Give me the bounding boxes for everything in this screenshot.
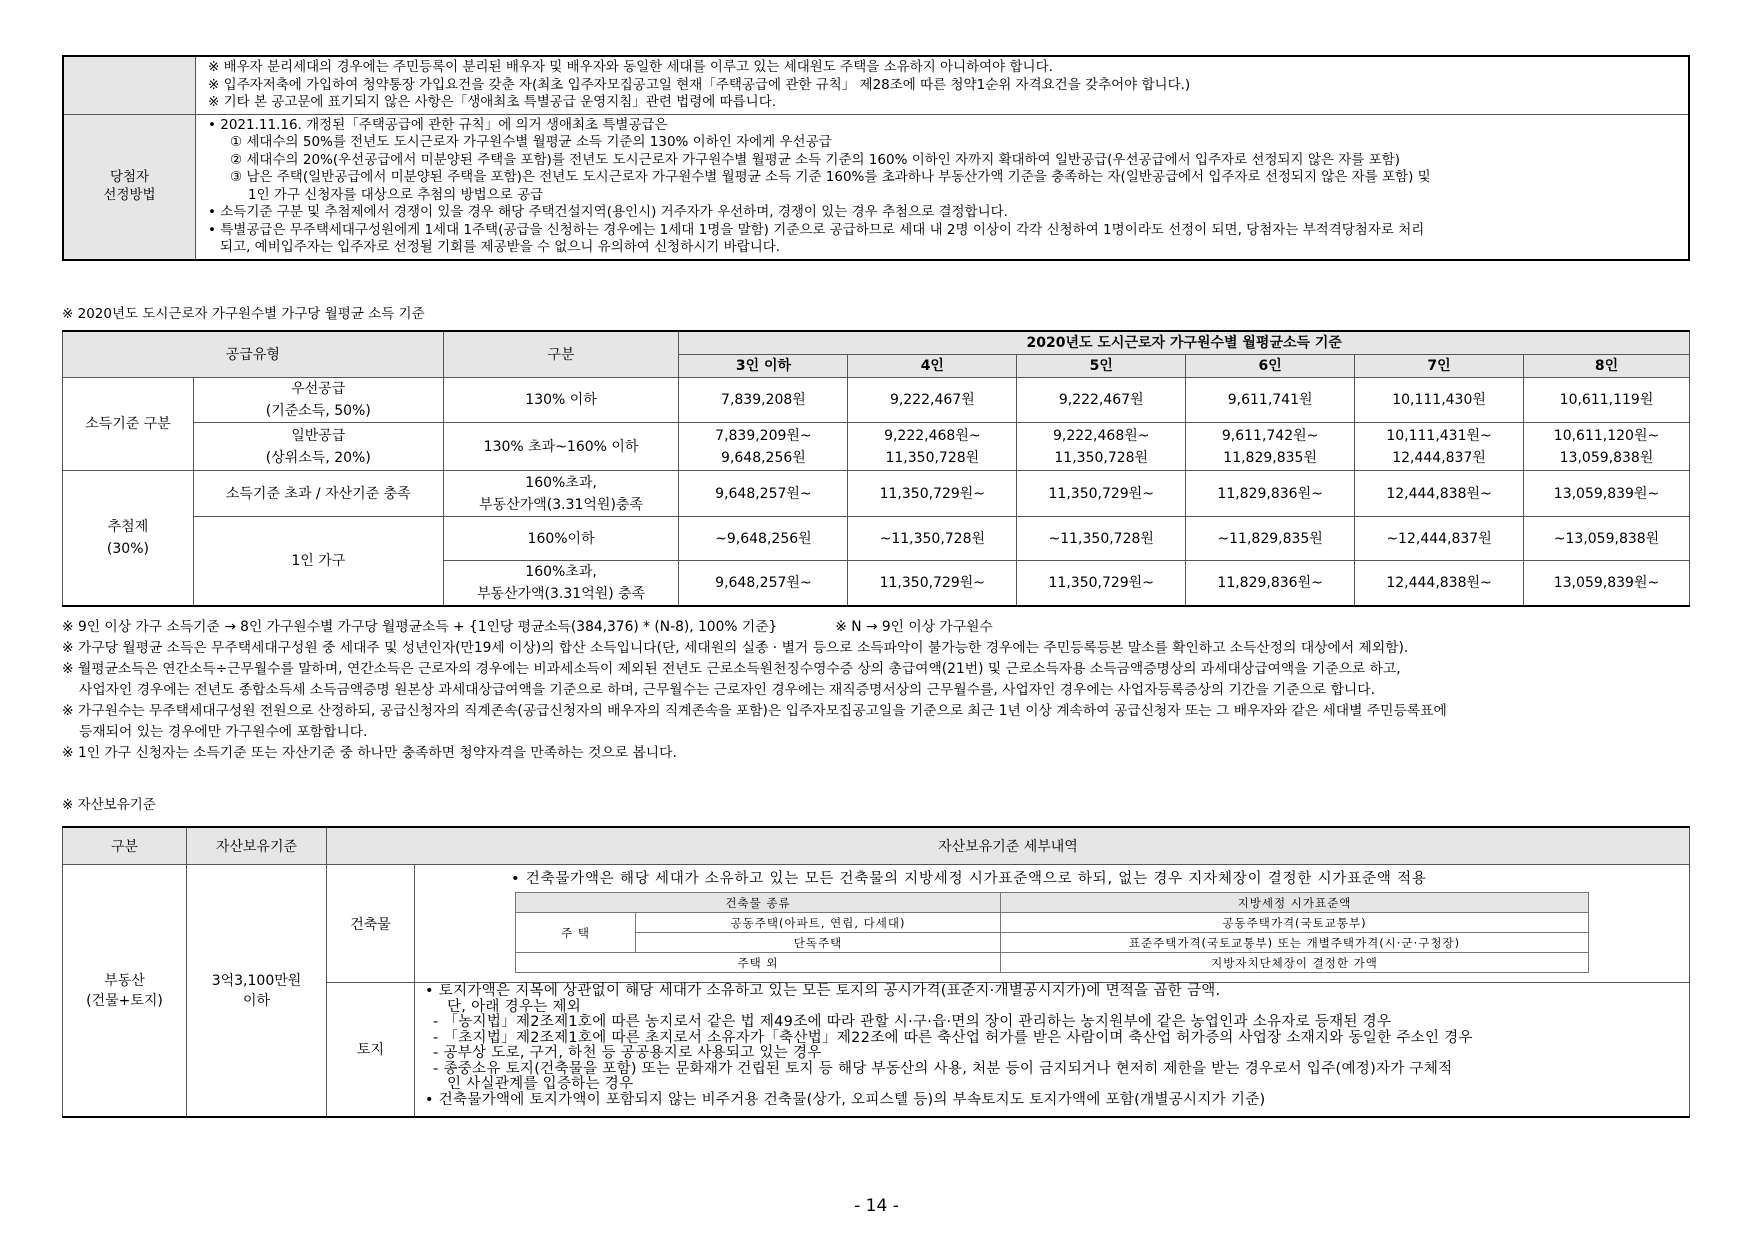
group-lottery: 추첨제 (30%) (63, 471, 194, 607)
header-col: 3인 이하 (679, 355, 848, 378)
income-section-title: ※ 2020년도 도시근로자 가구원수별 가구당 월평균 소득 기준 (62, 306, 425, 322)
page-number: - 14 - (854, 1196, 899, 1216)
note-line: ※ 월평균소득은 연간소득÷근무월수를 말하며, 연간소득은 근로자의 경우에는 비과세소득이 제외된 전년도 근로소득원천징수영수증 상의 총급여액(21번) 및 근로소득자용 소득금액증명상의 과세대상급여액을 기준으로 하고, (62, 661, 1401, 677)
table-cell: ~11,350,728원 (848, 517, 1017, 561)
header-col: 8인 (1524, 355, 1690, 378)
table-cell: 7,839,208원 (679, 378, 848, 423)
table-cell: 10,611,120원~ 13,059,838원 (1524, 423, 1690, 471)
table-cell: ~11,350,728원 (1017, 517, 1186, 561)
table-cell: 지방자치단체장이 결정한 가액 (1001, 953, 1589, 973)
table-cell: 12,444,838원~ (1355, 471, 1524, 517)
bullet-line: ③ 남은 주택(일반공급에서 미분양된 주택을 포함)은 전년도 도시근로자 가구원수별 월평균 소득 기준 160%를 초과하나 부동산가액 기준을 충족하는 자(일반공급에서 입주자로 선정되지 않은 자를 포함) 및 (230, 169, 1431, 185)
eligibility-notes (196, 56, 1690, 114)
note-line: 등재되어 있는 경우에만 가구원수에 포함합니다. (79, 724, 368, 740)
note-line: ※ 기타 본 공고문에 표기되지 않은 사항은「생애최초 특별공급 운영지침」관련 법령에 따릅니다. (208, 94, 777, 110)
header-division: 구분 (443, 331, 679, 378)
table-cell: 9,648,257원~ (679, 471, 848, 517)
asset-section-title: ※ 자산보유기준 (62, 797, 156, 813)
bullet-line: • 소득기준 구분 및 추첨제에서 경쟁이 있을 경우 해당 주택건설지역(용인시) 거주자가 우선하며, 경쟁이 있는 경우 추첨으로 결정합니다. (208, 204, 1008, 220)
land-line: - 「농지법」제2조제1호에 따른 농지로서 같은 법 제49조에 따라 관할 시·구·읍·면의 장이 관리하는 농지원부에 같은 농업인과 소유자로 등재된 경우 (433, 1014, 1392, 1030)
row-label: 소득기준 초과 / 자산기준 충족 (193, 471, 443, 517)
bullet-line: ② 세대수의 20%(우선공급에서 미분양된 주택을 포함)를 전년도 도시근로자 가구원수별 월평균 소득 기준의 160% 이하인 자까지 확대하여 일반공급(우선공급에서 입주자로 선정되지 않은 자를 포함) (230, 151, 1400, 168)
note-line: ※ 가구당 월평균 소득은 무주택세대구성원 중 세대주 및 성년인자(만19세 이상)의 합산 소득입니다(단, 세대원의 실종 · 별거 등으로 소득파악이 불가능한 경우에는 주민등록등본 말소를 확인하고 소득산정의 대상에서 제외함). (62, 640, 1409, 656)
note-line: ※ 배우자 분리세대의 경우에는 주민등록이 분리된 배우자 및 배우자와 동일한 세대를 이루고 있는 세대원도 주택을 소유하지 아니하여야 합니다. (208, 59, 1053, 75)
row-division: 130% 초과~160% 이하 (443, 423, 679, 471)
note-line: ※ 1인 가구 신청자는 소득기준 또는 자산기준 중 하나만 충족하면 청약자격을 만족하는 것으로 봅니다. (62, 745, 677, 761)
table-cell: 9,611,742원~ 11,829,835원 (1186, 423, 1355, 471)
land-detail (415, 983, 1690, 1117)
group-income-division: 소득기준 구분 (63, 378, 194, 471)
table-cell: 11,350,729원~ (848, 561, 1017, 607)
row-division: 160%초과, 부동산가액(3.31억원) 충족 (443, 561, 679, 607)
table-cell: 11,829,836원~ (1186, 561, 1355, 607)
income-notes (62, 617, 1702, 764)
row-division: 130% 이하 (443, 378, 679, 423)
row-label: 일반공급 (상위소득, 20%) (193, 423, 443, 471)
table-cell: 단독주택 (636, 933, 1001, 953)
table-cell: 공동주택가격(국토교통부) (1001, 913, 1589, 933)
table-cell: 표준주택가격(국토교통부) 또는 개별주택가격(시·군·구청장) (1001, 933, 1589, 953)
header-supply-type: 공급유형 (63, 331, 444, 378)
table-cell: 7,839,209원~ 9,648,256원 (679, 423, 848, 471)
row-division: 160%이하 (443, 517, 679, 561)
table-cell: 11,350,729원~ (1017, 471, 1186, 517)
building-type-table (515, 892, 1589, 973)
income-standard-table (62, 330, 1690, 607)
table-cell: 11,829,836원~ (1186, 471, 1355, 517)
bullet-line: 1인 가구 신청자를 대상으로 추첨의 방법으로 공급 (248, 186, 544, 203)
land-line: - 「초지법」제2조제1호에 따른 초지로서 소유자가「축산법」제22조에 따른 축산업 허가를 받은 사람이며 축산업 허가증의 사업장 소재지와 동일한 주소인 경우 (433, 1029, 1473, 1046)
land-line: - 공부상 도로, 구거, 하천 등 공공용지로 사용되고 있는 경우 (433, 1045, 822, 1061)
header-col: 5인 (1017, 355, 1186, 378)
house-label: 주 택 (516, 913, 636, 953)
header-col: 7인 (1355, 355, 1524, 378)
land-line: 인 사실관계를 입증하는 경우 (447, 1076, 634, 1092)
table-cell: ~9,648,256원 (679, 517, 848, 561)
header-building-type: 건축물 종류 (516, 893, 1001, 913)
table-cell: 9,222,468원~ 11,350,728원 (848, 423, 1017, 471)
table-cell: 12,444,838원~ (1355, 561, 1524, 607)
header-col: 6인 (1186, 355, 1355, 378)
header-asset-standard: 자산보유기준 (187, 827, 327, 865)
row-label: 우선공급 (기준소득, 50%) (193, 378, 443, 423)
table-cell: 11,350,729원~ (1017, 561, 1186, 607)
building-rule: • 건축물가액은 해당 세대가 소유하고 있는 모든 건축물의 지방세정 시가표준액으로 하되, 없는 경우 지자체장이 결정한 시가표준액 적용 (511, 871, 1427, 887)
header-income-group: 2020년도 도시근로자 가구원수별 월평균소득 기준 (679, 331, 1690, 355)
bullet-line: • 2021.11.16. 개정된「주택공급에 관한 규칙」에 의거 생애최초 특별공급은 (208, 116, 668, 133)
winner-selection-text (196, 114, 1690, 260)
group-real-estate: 부동산 (건물+토지) (63, 865, 187, 1117)
table-cell: 9,611,741원 (1186, 378, 1355, 423)
table-row (63, 378, 1690, 423)
winner-selection-label: 당첨자 선정방법 (63, 114, 196, 260)
land-line: • 건축물가액에 토지가액이 포함되지 않는 비주거용 건축물(상가, 오피스텔 등)의 부속토지도 토지가액에 포함(개별공시지가 기준) (425, 1091, 1266, 1108)
table-cell: 11,350,729원~ (848, 471, 1017, 517)
table-cell: 공동주택(아파트, 연립, 다세대) (636, 913, 1001, 933)
land-line: 단, 아래 경우는 제외 (447, 998, 582, 1015)
land-line: - 종중소유 토지(건축물을 포함) 또는 문화재가 건립된 토지 등 해당 부동산의 사용, 처분 등이 금지되거나 현저히 제한을 받는 경우로서 입주(예정)자가 구체적 (433, 1060, 1453, 1077)
note-line: 사업자인 경우에는 전년도 종합소득세 소득금액증명 원본상 과세대상급여액을 기준으로 하며, 근무월수는 근로자인 경우에는 재직증명서상의 근무월수를, 사업자인 경우에는 사업자등록증상의 기간을 기준으로 합니다. (79, 682, 1375, 698)
row-label: 1인 가구 (193, 517, 443, 607)
table-cell: 9,648,257원~ (679, 561, 848, 607)
table-cell: 9,222,467원 (1017, 378, 1186, 423)
table-cell: 13,059,839원~ (1524, 471, 1690, 517)
building-label: 건축물 (327, 865, 415, 983)
header-tax-value: 지방세정 시가표준액 (1001, 893, 1589, 913)
table-cell: 13,059,839원~ (1524, 561, 1690, 607)
table-row (63, 517, 1690, 561)
table-cell: 주택 외 (516, 953, 1001, 973)
row-division: 160%초과, 부동산가액(3.31억원)충족 (443, 471, 679, 517)
table-cell: 9,222,467원 (848, 378, 1017, 423)
table-cell: ~11,829,835원 (1186, 517, 1355, 561)
bullet-line: 되고, 예비입주자는 입주자로 선정될 기회를 제공받을 수 없으니 유의하여 신청하시기 바랍니다. (220, 239, 781, 255)
eligibility-table (62, 55, 1690, 261)
blank-label-cell (63, 56, 196, 114)
table-cell: 10,611,119원 (1524, 378, 1690, 423)
table-cell: 10,111,430원 (1355, 378, 1524, 423)
note-line: ※ 가구원수는 무주택세대구성원 전원으로 산정하되, 공급신청자의 직계존속(공급신청자의 배우자의 직계존속을 포함)은 입주자모집공고일을 기준으로 최근 1년 이상 계속하여 공급신청자 또는 그 배우자와 같은 세대별 주민등록표에 (62, 703, 1447, 719)
table-row (63, 423, 1690, 471)
land-line: • 토지가액은 지목에 상관없이 해당 세대가 소유하고 있는 모든 토지의 공시가격(표준지·개별공시지가)에 면적을 곱한 금액. (425, 983, 1221, 999)
table-cell: 10,111,431원~ 12,444,837원 (1355, 423, 1524, 471)
table-cell: ~12,444,837원 (1355, 517, 1524, 561)
note-line: ※ 입주자저축에 가입하여 청약통장 가입요건을 갖춘 자(최초 입주자모집공고일 현재「주택공급에 관한 규칙」 제28조에 따른 청약1순위 자격요건을 갖추어야 합니다.) (208, 76, 1191, 93)
table-cell: 9,222,468원~ 11,350,728원 (1017, 423, 1186, 471)
header-asset-detail: 자산보유기준 세부내역 (327, 827, 1690, 865)
building-detail (415, 865, 1690, 983)
table-cell: ~13,059,838원 (1524, 517, 1690, 561)
land-label: 토지 (327, 983, 415, 1117)
bullet-line: ① 세대수의 50%를 전년도 도시근로자 가구원수별 월평균 소득 기준의 130% 이하인 자에게 우선공급 (230, 134, 832, 150)
asset-standard-table (62, 826, 1690, 1118)
table-row (63, 471, 1690, 517)
bullet-line: • 특별공급은 무주택세대구성원에게 1세대 1주택(공급을 신청하는 경우에는 1세대 1명을 말함) 기준으로 공급하므로 세대 내 2명 이상이 각각 신청하여 1명이라도 선정이 되면, 당첨자는 부적격당첨자로 처리 (208, 221, 1425, 238)
note-line: ※ 9인 이상 가구 소득기준 → 8인 가구원수별 가구당 월평균소득 + {1인당 평균소득(384,376) * (N-8), 100% 기준} ※ N → 9인 이상 가구원수 (62, 619, 993, 635)
header-col: 4인 (848, 355, 1017, 378)
asset-limit: 3억3,100만원 이하 (187, 865, 327, 1117)
header-division: 구분 (63, 827, 187, 865)
